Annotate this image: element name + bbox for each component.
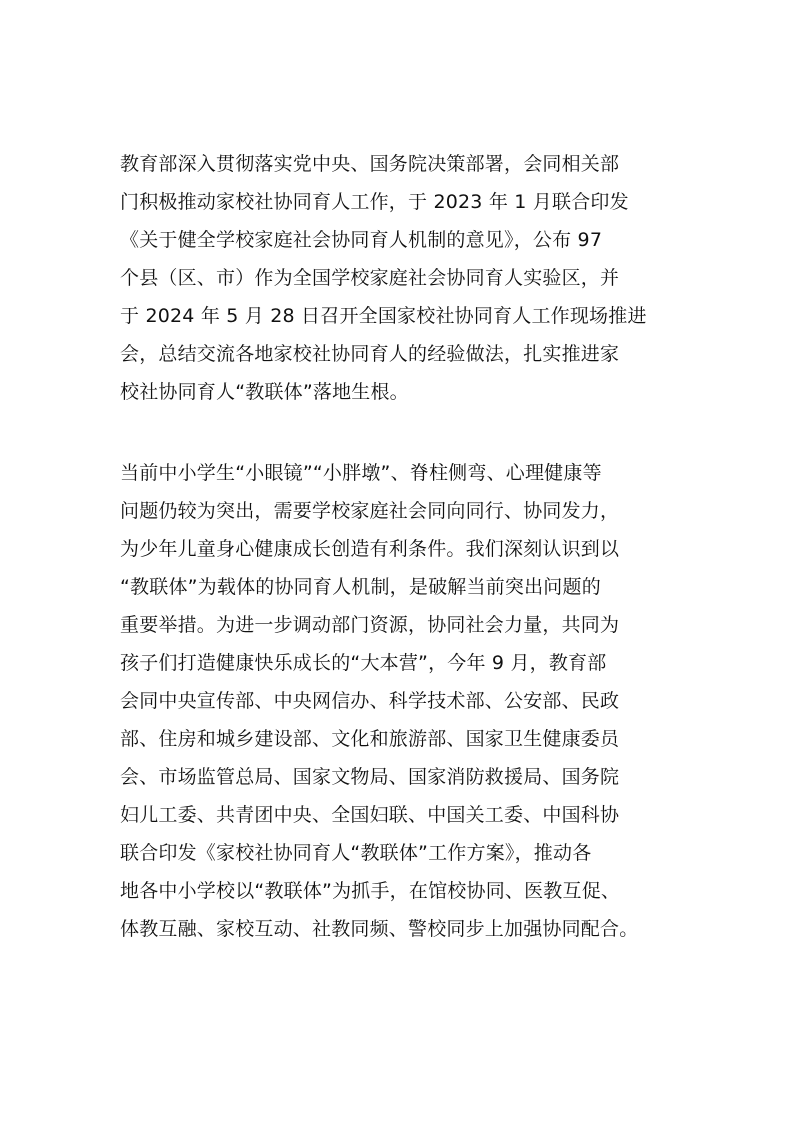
text-line: 《关于健全学校家庭社会协同育人机制的意见》，公布 97 <box>120 229 603 251</box>
text-line: 会同中央宣传部、中央网信办、科学技术部、公安部、民政 <box>120 690 620 712</box>
text-line: 门积极推动家校社协同育人工作，于 2023 年 1 月联合印发 <box>120 191 629 213</box>
document-body <box>120 145 690 948</box>
text-line: 校社协同育人“教联体”落地生根。 <box>120 381 409 403</box>
paragraph-2 <box>120 454 690 948</box>
text-line: 地各中小学校以“教联体”为抓手，在馆校协同、医教互促、 <box>120 880 621 902</box>
text-line: “教联体”为载体的协同育人机制，是破解当前突出问题的 <box>120 576 601 598</box>
text-line: 联合印发《家校社协同育人“教联体”工作方案》，推动各 <box>120 842 592 864</box>
text-line: 体教互融、家校互动、社教同频、警校同步上加强协同配合。 <box>120 918 639 940</box>
text-line: 教育部深入贯彻落实党中央、国务院决策部署，会同相关部 <box>120 153 620 175</box>
text-line: 会，总结交流各地家校社协同育人的经验做法，扎实推进家 <box>120 343 620 365</box>
text-line: 重要举措。为进一步调动部门资源，协同社会力量，共同为 <box>120 614 620 636</box>
paragraph-1 <box>120 145 690 411</box>
text-line: 问题仍较为突出，需要学校家庭社会同向同行、协同发力， <box>120 500 620 522</box>
text-line: 于 2024 年 5 月 28 日召开全国家校社协同育人工作现场推进 <box>120 305 647 327</box>
text-line: 孩子们打造健康快乐成长的“大本营”，今年 9 月，教育部 <box>120 652 607 674</box>
text-line: 部、住房和城乡建设部、文化和旅游部、国家卫生健康委员 <box>120 728 620 750</box>
text-line: 个县（区、市）作为全国学校家庭社会协同育人实验区，并 <box>120 267 620 289</box>
text-line: 为少年儿童身心健康成长创造有利条件。我们深刻认识到以 <box>120 538 620 560</box>
paragraph-spacer <box>120 411 690 454</box>
text-line: 妇儿工委、共青团中央、全国妇联、中国关工委、中国科协 <box>120 804 620 826</box>
text-line: 当前中小学生“小眼镜”“小胖墩”、脊柱侧弯、心理健康等 <box>120 462 602 484</box>
text-line: 会、市场监管总局、国家文物局、国家消防救援局、国务院 <box>120 766 620 788</box>
